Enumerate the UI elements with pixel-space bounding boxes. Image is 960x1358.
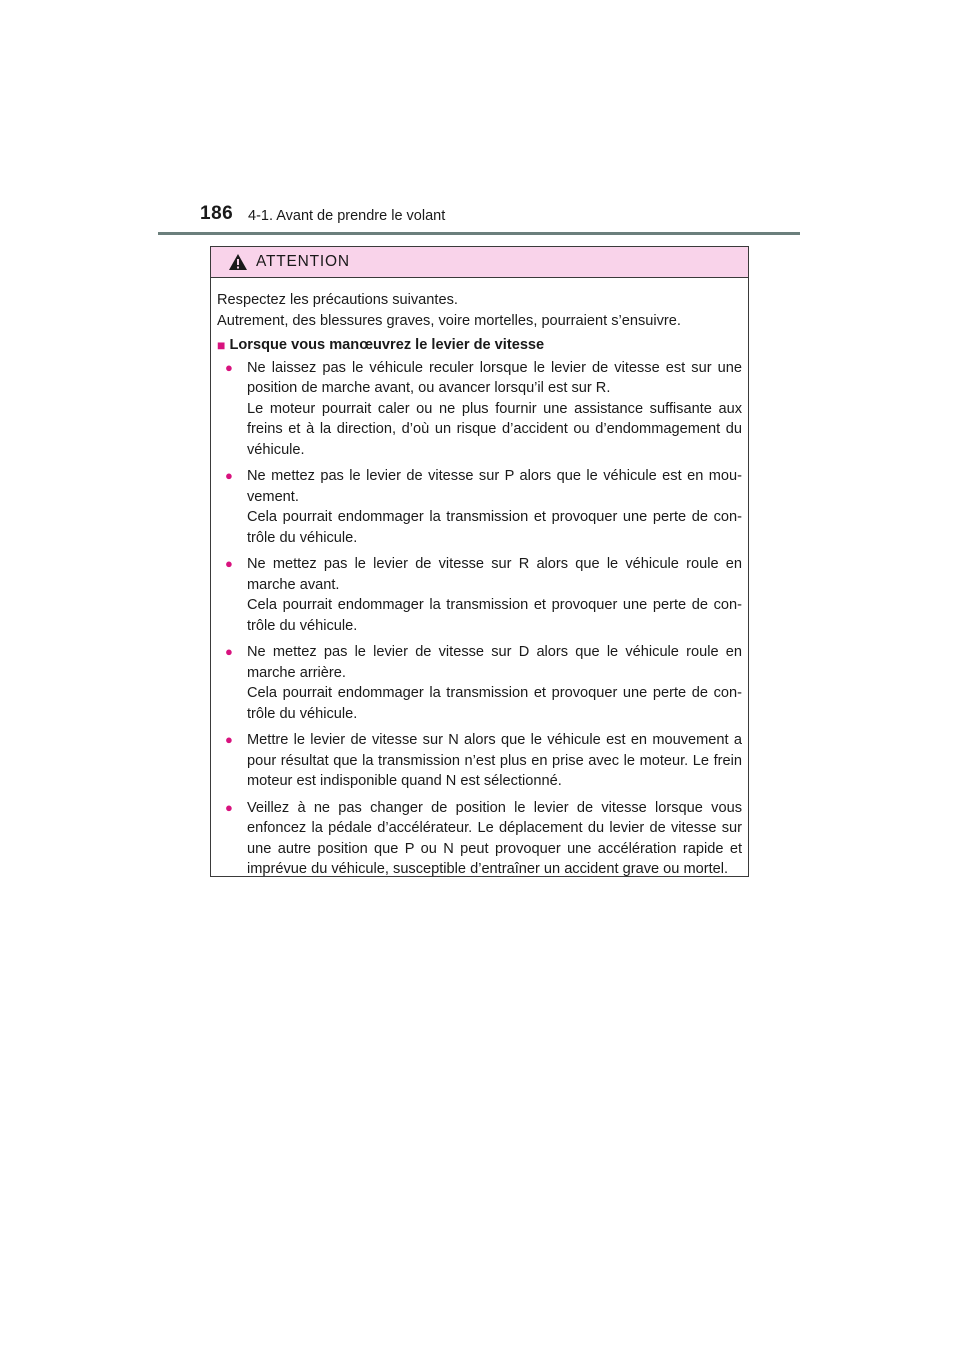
- warning-triangle-icon: [228, 253, 248, 271]
- page-header: [200, 203, 800, 231]
- list-item: [217, 554, 742, 636]
- subheading-text: Lorsque vous manœuvrez le levier de vitesse: [229, 337, 545, 353]
- item-text: Ne mettez pas le levier de vitesse sur D alors que le véhicule roule en marche arrière.: [247, 644, 742, 681]
- list-item: [217, 642, 742, 724]
- item-text: Ne mettez pas le levier de vitesse sur R alors que le véhicule roule en marche avant.: [247, 556, 742, 593]
- item-detail: Cela pourrait endommager la transmission et provoquer une perte de con-trôle du véhicule.: [247, 685, 742, 722]
- item-text: Ne mettez pas le levier de vitesse sur P alors que le véhicule est en mou-vement.: [247, 468, 742, 505]
- warning-box: [210, 246, 749, 877]
- bullet-icon: ●: [225, 359, 233, 375]
- warning-intro: [217, 290, 742, 331]
- warning-title: ATTENTION: [256, 253, 350, 270]
- bullet-icon: ●: [225, 556, 233, 571]
- square-bullet-icon: ■: [217, 337, 226, 353]
- subheading: [217, 335, 742, 356]
- warning-list: [217, 358, 742, 880]
- list-item: [217, 358, 742, 461]
- warning-body: [211, 278, 748, 880]
- bullet-icon: ●: [225, 644, 233, 659]
- page-number: 186: [200, 203, 234, 224]
- list-item: [217, 798, 742, 880]
- intro-line: Autrement, des blessures graves, voire mortelles, pourraient s’ensuivre.: [217, 312, 681, 329]
- list-item: [217, 730, 742, 792]
- warning-header: [211, 247, 748, 278]
- item-detail: Le moteur pourrait caler ou ne plus fournir une assistance suffisante aux freins et à la direction, d’où un risque d’accident ou d’endommagement du véhicule.: [247, 400, 742, 458]
- bullet-icon: ●: [225, 732, 233, 747]
- header-divider: [158, 232, 800, 235]
- item-text: Ne laissez pas le véhicule reculer lorsque le levier de vitesse est sur une position de marche avant, ou avancer lorsqu’il est sur R.: [247, 359, 742, 396]
- bullet-icon: ●: [225, 468, 233, 483]
- item-text: Veillez à ne pas changer de position le levier de vitesse lorsque vous enfoncez la pédale d’accélérateur. Le déplacement du levier de vitesse sur une autre position que P ou N peut provoquer une accélération rapide et imprévue du véhicule, susceptible d’entraîner un accident grave ou mortel.: [247, 799, 742, 877]
- item-detail: Cela pourrait endommager la transmission et provoquer une perte de con-trôle du véhicule.: [247, 509, 742, 546]
- item-text: Mettre le levier de vitesse sur N alors que le véhicule est en mouvement a pour résultat que la transmission n’est plus en prise avec le moteur. Le frein moteur est indisponible quand N est sélectionné.: [247, 732, 742, 789]
- bullet-icon: ●: [225, 799, 233, 815]
- section-title: 4-1. Avant de prendre le volant: [248, 208, 446, 224]
- list-item: [217, 466, 742, 548]
- item-detail: Cela pourrait endommager la transmission et provoquer une perte de con-trôle du véhicule.: [247, 597, 742, 634]
- intro-line: Respectez les précautions suivantes.: [217, 292, 458, 308]
